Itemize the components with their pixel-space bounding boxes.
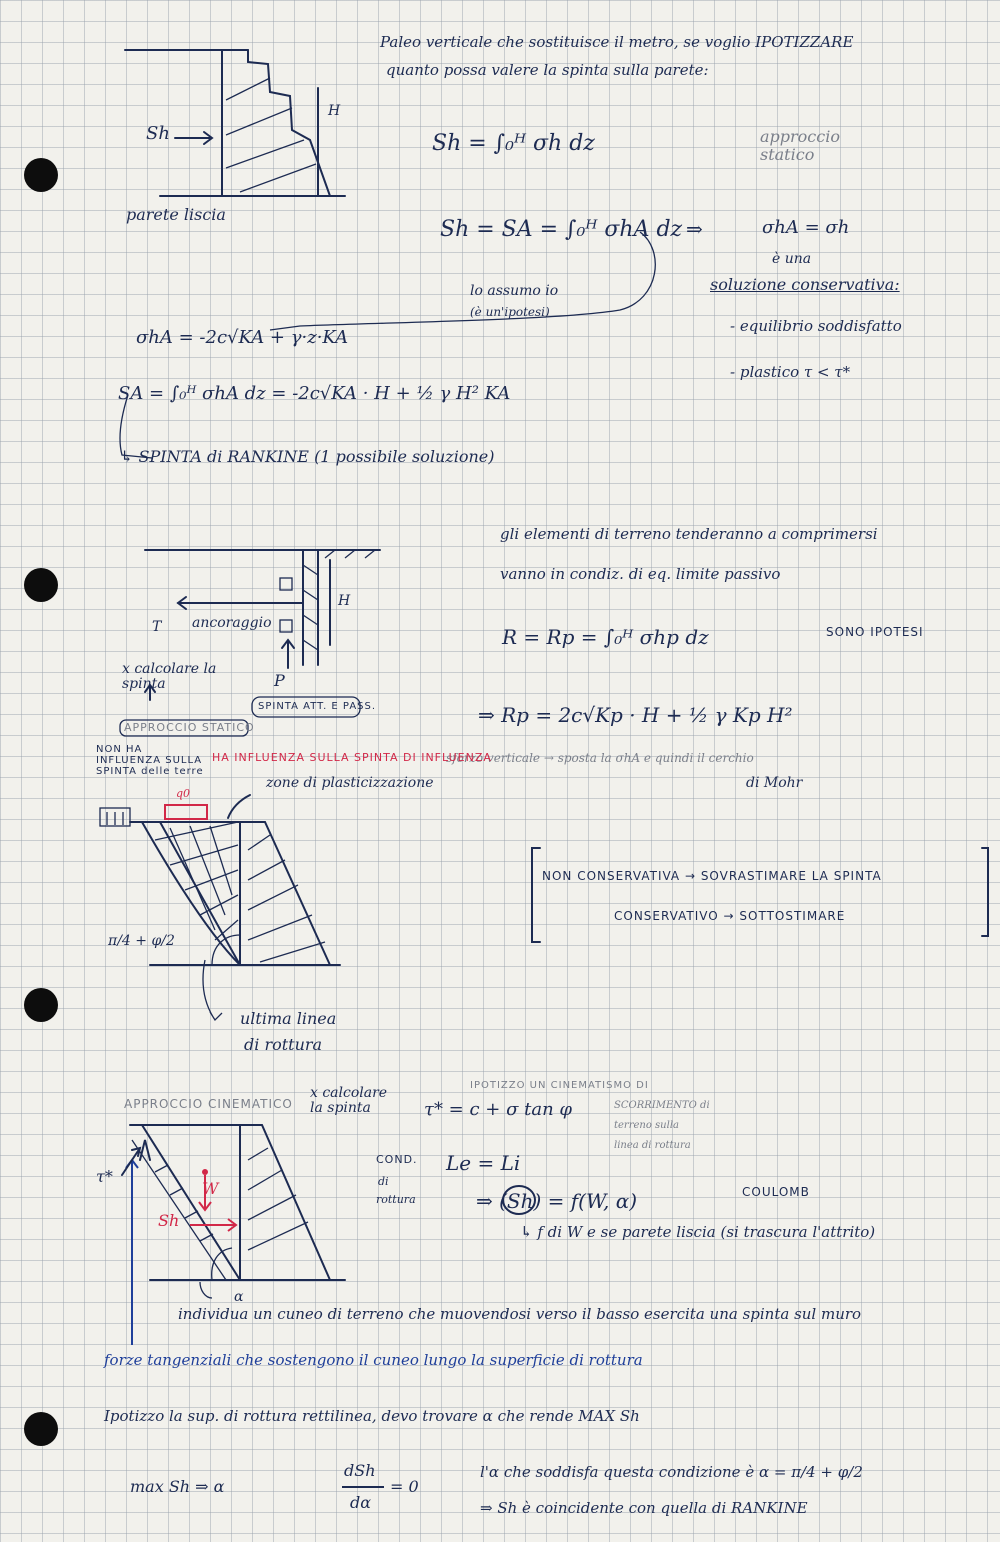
implies-arrow: ⇒ — [686, 217, 703, 241]
note-coincidente: ⇒ Sh è coincidente con quella di RANKINE — [480, 1499, 808, 1517]
eq-rp-result: ⇒ Rp = 2c√Kp · H + ½ γ Kp H² — [478, 703, 793, 727]
label-parete-liscia: parete liscia — [126, 205, 226, 224]
note-alpha-result: l'α che soddisfa questa condizione è α = π/4 + φ/2 — [480, 1463, 863, 1481]
note-cond-1: COND. — [376, 1153, 418, 1166]
eq-sh-f: ⇒ (Sh) = f(W, α) — [476, 1189, 638, 1213]
note-forze-tangenziali: forze tangenziali che sostengono il cuneo lungo la superficie di rottura — [104, 1351, 643, 1369]
label-sh: Sh — [146, 123, 170, 144]
label-t: T — [152, 619, 162, 635]
note-approccio-statico: approccio statico — [760, 127, 840, 164]
label-p: P — [274, 671, 285, 690]
note-ultima-linea-1: ultima linea — [240, 1009, 337, 1028]
sketch-plastic-zone — [100, 795, 340, 1020]
note-cond-3: rottura — [376, 1193, 416, 1206]
note-cond-2: di — [378, 1175, 389, 1188]
note-plastico: - plastico τ < τ* — [730, 363, 851, 381]
note-lo-assumo: lo assumo io — [470, 283, 559, 299]
note-soluzione-conservativa: soluzione conservativa: — [710, 275, 900, 294]
eq-max-sh: max Sh ⇒ α — [130, 1477, 225, 1496]
note-elementi-2: vanno in condiz. di eq. limite passivo — [500, 565, 781, 583]
note-intro-line-1: Paleo verticale che sostituisce il metro, se voglio IPOTIZZARE — [380, 33, 854, 51]
note-ipotizzo-4: linea di rottura — [614, 1140, 691, 1151]
note-coulomb: COULOMB — [742, 1185, 810, 1199]
note-individua: individua un cuneo di terreno che muovendosi verso il basso esercita una spinta sul muro — [178, 1305, 862, 1323]
eq-dsh-denominator: dα — [350, 1493, 372, 1512]
eq-sh-sa: Sh = SA = ∫₀ᴴ σhA dz — [440, 217, 683, 242]
note-ipotizzo-2: SCORRIMENTO di — [614, 1100, 710, 1111]
eq-sh-integral: Sh = ∫₀ᴴ σh dz — [432, 131, 595, 156]
note-conservativa: CONSERVATIVO → SOTTOSTIMARE — [614, 909, 846, 923]
note-ipotesi: (è un'ipotesi) — [470, 305, 550, 319]
note-equilibrio: - equilibrio soddisfatto — [730, 317, 902, 335]
note-ultima-linea-2: di rottura — [244, 1035, 323, 1054]
label-sh-red: Sh — [158, 1211, 180, 1230]
note-non-influenza: NON HA INFLUENZA SULLA SPINTA delle terre — [96, 744, 204, 777]
eq-tau-star: τ* = c + σ tan φ — [424, 1099, 572, 1120]
eq-sigma-ha: σhA = -2c√KA + γ·z·KA — [136, 327, 349, 348]
note-calcolare-spinta-2: x calcolare la spinta — [310, 1085, 388, 1117]
label-ancoraggio: ancoraggio — [192, 615, 272, 631]
note-di-mohr: di Mohr — [746, 775, 803, 791]
eq-dsh-equals: = 0 — [390, 1477, 419, 1496]
eq-dsh-numerator: dSh — [344, 1461, 376, 1480]
label-h-2: H — [338, 593, 351, 609]
note-non-conservativa: NON CONSERVATIVA → SOVRASTIMARE LA SPINTA — [542, 869, 882, 883]
note-approccio-statico-box: APPROCCIO STATICO — [124, 721, 255, 734]
label-h: H — [328, 103, 341, 119]
eq-sigma-ha-equal: σhA = σh — [762, 217, 850, 238]
eq-sa-rankine: SA = ∫₀ᴴ σhA dz = -2c√KA · H + ½ γ H² KA — [118, 383, 511, 404]
eq-r-rp: R = Rp = ∫₀ᴴ σhp dz — [502, 625, 709, 649]
note-sforzo-verticale: sforzo verticale → sposta la σhA e quindi il cerchio — [446, 751, 754, 765]
label-tau-star: τ* — [96, 1167, 113, 1186]
note-spinta-att-pass: SPINTA ATT. E PASS. — [258, 701, 377, 712]
note-ipotizzo-3: terreno sulla — [614, 1120, 679, 1131]
note-ipotizzo-sup: Ipotizzo la sup. di rottura rettilinea, devo trovare α che rende MAX Sh — [104, 1407, 640, 1425]
note-intro-line-2: quanto possa valere la spinta sulla parete: — [386, 61, 709, 79]
note-ipotizzo-1: IPOTIZZO UN CINEMATISMO DI — [470, 1080, 649, 1091]
label-alpha: α — [234, 1289, 244, 1305]
note-zone-plasticizzazione: zone di plasticizzazione — [266, 775, 434, 791]
note-spinta-rankine: ↳ SPINTA di RANKINE (1 possibile soluzione) — [120, 447, 495, 466]
note-elementi-1: gli elementi di terreno tenderanno a comprimersi — [500, 525, 878, 543]
note-approccio-cinematico: APPROCCIO CINEMATICO — [124, 1097, 293, 1111]
label-q0: q0 — [176, 787, 191, 800]
label-w: W — [202, 1179, 219, 1198]
note-ha-influenza: HA INFLUENZA SULLA SPINTA DI INFLUENZA — [212, 751, 492, 764]
label-angle-pi4: π/4 + φ/2 — [108, 933, 175, 949]
fraction-bar — [342, 1486, 384, 1488]
eq-le-li: Le = Li — [446, 1151, 521, 1175]
note-e-una: è una — [772, 251, 812, 267]
note-calcolare-spinta: x calcolare la spinta — [122, 661, 217, 693]
note-f-di-w: ↳ f di W e se parete liscia (si trascura l'attrito) — [520, 1223, 876, 1241]
note-sono-ipotesi: SONO IPOTESI — [826, 625, 924, 639]
